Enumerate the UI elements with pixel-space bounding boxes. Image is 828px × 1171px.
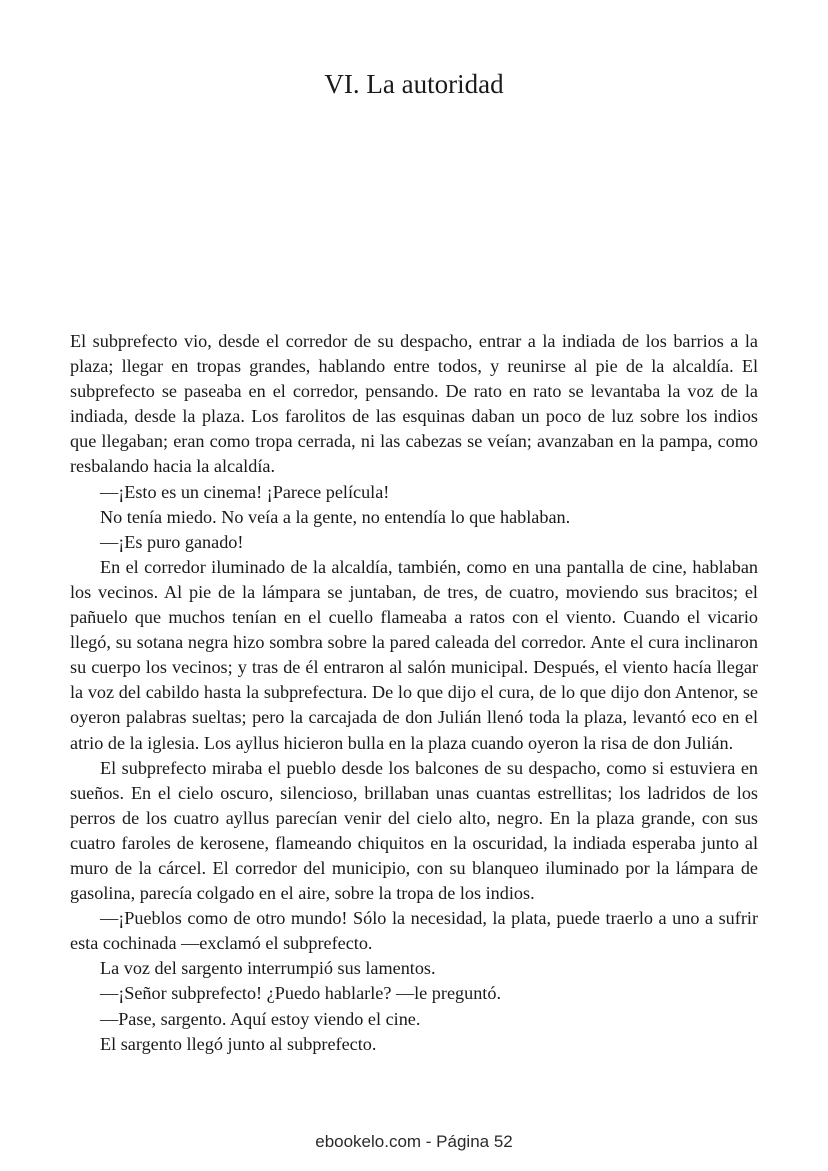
paragraph: No tenía miedo. No veía a la gente, no entendía lo que hablaban. xyxy=(100,506,571,527)
chapter-body xyxy=(70,329,758,1057)
paragraph: El subprefecto vio, desde el corredor de su despacho, entrar a la indiada de los barrios a la plaza; llegar en tropas grandes, hablando entre todos, y reunirse al pie de la alcaldía. El subprefecto se paseaba en el corredor, pensando. De rato en rato se levantaba la voz de la indiada, desde la plaza. Los farolitos de las esquinas daban un poco de luz sobre los indios que llegaban; eran como tropa cerrada, ni las cabezas se veían; avanzaban en la pampa, como resbalando hacia la alcaldía. xyxy=(70,331,758,477)
dialogue-line: —¡Pueblos como de otro mundo! Sólo la necesidad, la plata, puede traerlo a uno a sufrir esta cochinada —exclamó el subprefecto. xyxy=(70,908,758,954)
dialogue-line: —¡Esto es un cinema! ¡Parece película! xyxy=(100,481,390,502)
paragraph: En el corredor iluminado de la alcaldía, también, como en una pantalla de cine, hablaban los vecinos. Al pie de la lámpara se juntaban, de tres, de cuatro, moviendo sus bracitos; el pañuelo que muchos tenían en el cuello flameaba a ratos con el viento. Cuando el vicario llegó, su sotana negra hizo sombra sobre la pared caleada del corredor. Ante el cura inclinaron su cuerpo los vecinos; y tras de él entraron al salón municipal. Después, el viento hacía llegar la voz del cabildo hasta la subprefectura. De lo que dijo el cura, de lo que dijo don Antenor, se oyeron palabras sueltas; pero la carcajada de don Julián llenó toda la plaza, levantó eco en el atrio de la iglesia. Los ayllus hicieron bulla en la plaza cuando oyeron la risa de don Julián. xyxy=(70,556,758,753)
dialogue-line: —Pase, sargento. Aquí estoy viendo el cine. xyxy=(100,1008,421,1029)
paragraph: La voz del sargento interrumpió sus lamentos. xyxy=(100,958,436,979)
page-footer: ebookelo.com - Página 52 xyxy=(315,1132,513,1151)
chapter-title: VI. La autoridad xyxy=(324,69,504,99)
dialogue-line: —¡Es puro ganado! xyxy=(100,531,244,552)
paragraph: El sargento llegó junto al subprefecto. xyxy=(100,1033,377,1054)
dialogue-line: —¡Señor subprefecto! ¿Puedo hablarle? —le preguntó. xyxy=(100,983,501,1004)
paragraph: El subprefecto miraba el pueblo desde los balcones de su despacho, como si estuviera en sueños. En el cielo oscuro, silencioso, brillaban unas cuantas estrellitas; los ladridos de los perros de los cuatro ayllus parecían venir del cielo alto, negro. En la plaza grande, con sus cuatro faroles de kerosene, flameando chiquitos en la oscuridad, la indiada esperaba junto al muro de la cárcel. El corredor del municipio, con su blanqueo iluminado por la lámpara de gasolina, parecía colgado en el aire, sobre la tropa de los indios. xyxy=(70,757,758,904)
